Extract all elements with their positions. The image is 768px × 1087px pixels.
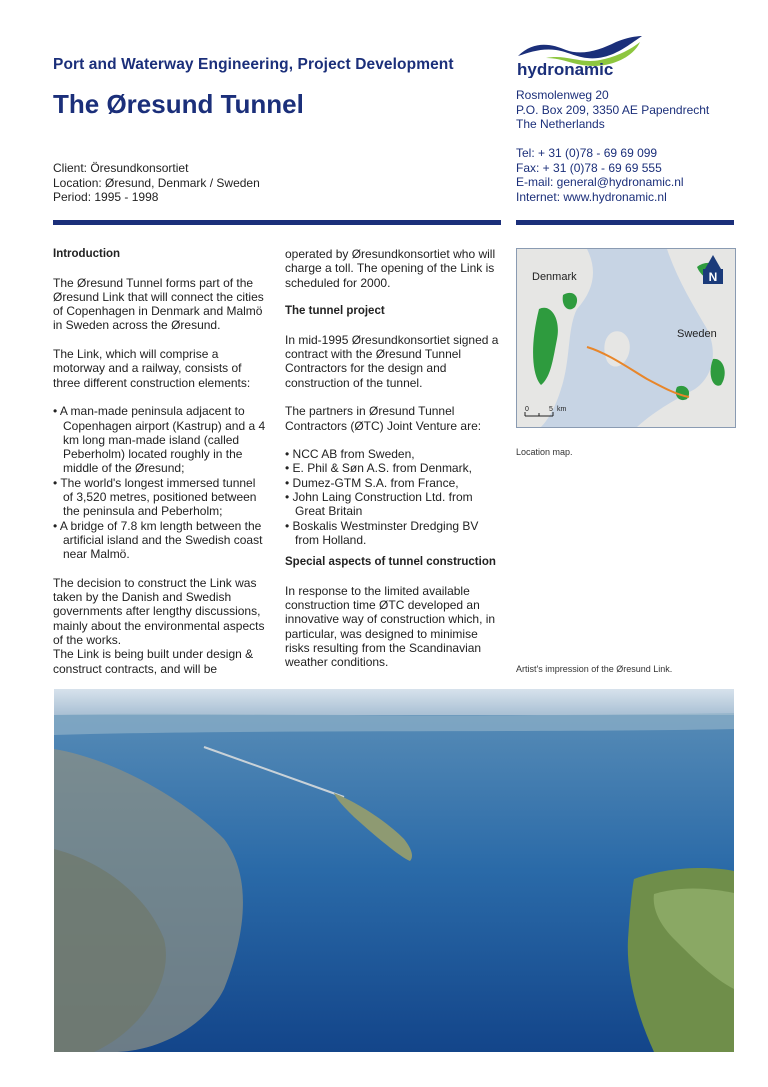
period-line: Period: 1995 - 1998 [53,190,159,204]
map-label-denmark: Denmark [532,271,577,283]
paragraph: operated by Øresundkonsortiet who will charge a toll. The opening of the Link is scheduled for 2000. [285,247,496,290]
north-arrow-label: N [708,270,718,284]
address-line-2: P.O. Box 209, 3350 AE Papendrecht [516,102,710,117]
scale-unit: km [557,406,567,413]
header-rule-right [516,220,734,225]
internet-line[interactable]: Internet: www.hydronamic.nl [516,189,667,204]
location-map [516,248,736,428]
paragraph: The Øresund Tunnel forms part of the Øresund Link that will connect the cities of Copenhagen in Denmark and Malmö in Sweden across the Øresund. [53,275,264,333]
photo-caption: Artist's impression of the Øresund Link. [516,664,673,674]
tel-line: Tel: + 31 (0)78 - 69 69 099 [516,146,658,160]
list-item: • John Laing Construction Ltd. from Great Britain [285,490,503,519]
hydronamic-logo [516,34,644,78]
address-line-1: Rosmolenweg 20 [516,88,609,102]
map-caption: Location map. [516,447,573,457]
logo-wordmark: hydronamic [517,60,614,78]
scale-zero: 0 [525,406,529,413]
contact-block [516,88,709,204]
wave-logo-icon [516,34,644,78]
section-subtitle: Port and Waterway Engineering, Project Development [53,56,454,73]
aerial-photo [54,689,734,1052]
column-1 [53,247,266,690]
paragraph: In mid-1995 Øresundkonsortiet signed a contract with the Øresund Tunnel Contractors for the design and construction of the tunnel. [285,332,499,390]
special-aspects-heading: Special aspects of tunnel construction [285,556,496,569]
artists-impression-image [54,689,734,1052]
scale-five: 5 [549,406,553,413]
tunnel-project-heading: The tunnel project [285,305,385,318]
paragraph: The partners in Øresund Tunnel Contractors (ØTC) Joint Venture are: [285,404,482,433]
partners-list [285,447,503,547]
list-item: • Dumez-GTM S.A. from France, [285,476,503,490]
introduction-heading: Introduction [53,248,121,260]
list-item: • Boskalis Westminster Dredging BV from Holland. [285,519,503,548]
elements-list [53,404,266,561]
client-line: Client: Öresundkonsortiet [53,161,189,175]
email-line[interactable]: E-mail: general@hydronamic.nl [516,175,684,189]
map-label-sweden: Sweden [677,328,717,340]
paragraph: The decision to construct the Link was taken by the Danish and Swedish governments after lengthy discussions, mainly about the environmental aspects of the works. [53,575,265,648]
list-item: • NCC AB from Sweden, [285,447,503,461]
address-line-3: The Netherlands [516,117,605,131]
map-graphic [517,249,735,427]
list-item: • E. Phil & Søn A.S. from Denmark, [285,461,503,475]
paragraph: The Link, which will comprise a motorway and a railway, consists of three different construction elements: [53,347,251,390]
list-item: • A man-made peninsula adjacent to Copenhagen airport (Kastrup) and a 4 km long man-made island (called Peberholm) located roughly in the middle of the Øresund; [53,404,266,475]
paragraph: In response to the limited available construction time ØTC developed an innovative way of construction which, in particular, was designed to minimise risks resulting from the Scandinavian weather conditions. [285,583,496,670]
paragraph: The Link is being built under design & construct contracts, and will be [53,647,254,676]
fax-line: Fax: + 31 (0)78 - 69 69 555 [516,160,662,175]
list-item: • A bridge of 7.8 km length between the artificial island and the Swedish coast near Malmö. [53,519,266,562]
page-title: The Øresund Tunnel [53,89,304,119]
list-item: • The world's longest immersed tunnel of 3,520 metres, positioned between the peninsula and Peberholm; [53,476,266,519]
project-meta [53,161,260,205]
header-rule-left [53,220,501,225]
location-line: Location: Øresund, Denmark / Sweden [53,175,260,190]
column-2 [285,247,503,684]
